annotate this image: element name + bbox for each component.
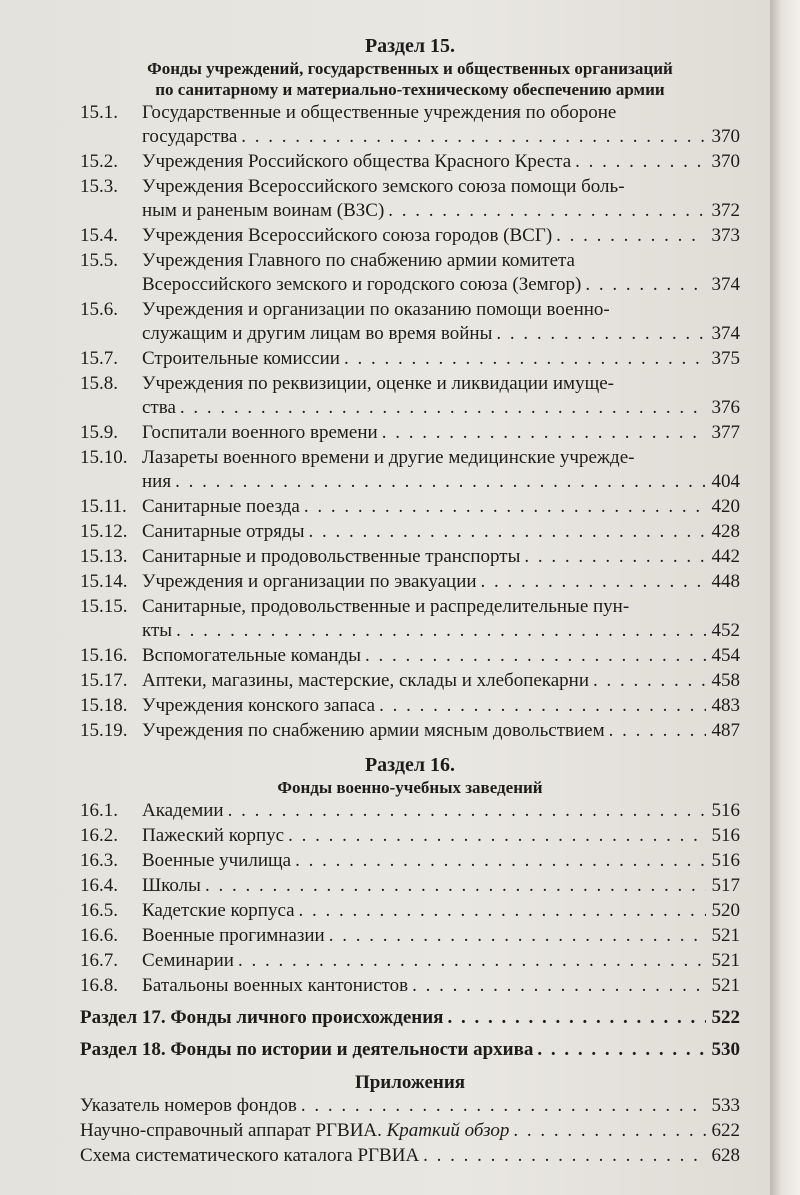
- entry-body: [142, 644, 740, 668]
- toc-entry: [80, 101, 740, 149]
- toc-entry: [80, 446, 740, 494]
- entry-body: [142, 347, 740, 371]
- toc-entry: [80, 249, 740, 297]
- toc-entry: [80, 949, 740, 973]
- leader-dots: [228, 799, 706, 823]
- leader-dots: [388, 199, 706, 223]
- entry-body: [142, 694, 740, 718]
- leader-dots: [481, 570, 706, 594]
- toc-entry: [80, 924, 740, 948]
- leader-dots: [299, 899, 706, 923]
- entry-number: 16.7.: [80, 950, 118, 971]
- leader-dots: [205, 874, 706, 898]
- entry-body: [142, 101, 740, 149]
- toc-entry: [80, 495, 740, 519]
- section-17-entry: [80, 1006, 740, 1030]
- appendix-entry: [80, 1119, 740, 1143]
- page-number: 516: [711, 825, 740, 846]
- page-number: 521: [711, 925, 740, 946]
- leader-dots: [412, 974, 706, 998]
- entry-title-line: Учреждения и организации по оказанию помощи военно-: [142, 299, 610, 320]
- section-16-subtitle: Фонды военно-учебных заведений: [277, 778, 543, 797]
- entry-number: 16.6.: [80, 925, 118, 946]
- entry-title-line: Учреждения Всероссийского земского союза помощи боль-: [142, 176, 625, 197]
- table-of-contents: [80, 34, 740, 1168]
- appendix-title: Приложения: [354, 1072, 466, 1093]
- page-number: 483: [711, 695, 740, 716]
- entry-last-line: [142, 644, 740, 668]
- entry-last-line: [142, 694, 740, 718]
- toc-entry: [80, 298, 740, 346]
- entry-title: ния: [142, 471, 172, 492]
- entry-body: [142, 372, 740, 420]
- entry-title: государства: [142, 126, 238, 147]
- toc-entry: [80, 669, 740, 693]
- page-number: 420: [711, 496, 740, 517]
- entry-last-line: [142, 150, 740, 174]
- leader-dots: [379, 694, 706, 718]
- entry-number: 15.18.: [80, 695, 128, 716]
- entry-title: Строительные комиссии: [142, 348, 340, 369]
- entry-title: Военные училища: [142, 850, 292, 871]
- section-15-list: [80, 101, 740, 743]
- entry-last-line: [80, 1144, 740, 1168]
- entry-body: [142, 520, 740, 544]
- leader-dots: [382, 421, 706, 445]
- toc-entry: [80, 595, 740, 643]
- page-number: 487: [711, 720, 740, 741]
- entry-text: Схема систематического каталога РГВИА: [80, 1145, 420, 1166]
- entry-number: 16.4.: [80, 875, 118, 896]
- entry-number: 15.13.: [80, 546, 128, 567]
- leader-dots: [180, 396, 706, 420]
- entry-number: 15.11.: [80, 496, 127, 517]
- page-number: 372: [711, 200, 740, 221]
- entry-title: Кадетские корпуса: [142, 900, 295, 921]
- entry-number: 15.14.: [80, 571, 128, 592]
- entry-last-line: [142, 899, 740, 923]
- toc-entry: [80, 849, 740, 873]
- entry-last-line: [142, 924, 740, 948]
- leader-dots: [423, 1144, 706, 1168]
- entry-body: [142, 495, 740, 519]
- entry-title-line: Санитарные, продовольственные и распределительные пун-: [142, 596, 630, 617]
- entry-number: 15.7.: [80, 348, 118, 369]
- page-number: 522: [711, 1007, 740, 1028]
- entry-number: 15.6.: [80, 299, 118, 320]
- entry-number: 15.15.: [80, 596, 128, 617]
- entry-body: [142, 570, 740, 594]
- entry-body: [142, 150, 740, 174]
- entry-last-line: [142, 421, 740, 445]
- entry-last-line: [142, 719, 740, 743]
- toc-entry: [80, 421, 740, 445]
- page-number: 448: [711, 571, 740, 592]
- entry-title-line: Учреждения по реквизиции, оценке и ликвидации имуще-: [142, 373, 614, 394]
- entry-last-line: [142, 619, 740, 643]
- entry-title: [80, 1094, 297, 1118]
- page-number: 520: [711, 900, 740, 921]
- entry-title: ным и раненым воинам (ВЗС): [142, 200, 385, 221]
- page-number: 373: [711, 225, 740, 246]
- entry-body: [142, 421, 740, 445]
- entry-last-line: [142, 520, 740, 544]
- leader-dots: [329, 924, 706, 948]
- leader-dots: [585, 273, 706, 297]
- entry-body: [142, 224, 740, 248]
- entry-last-line: [80, 1119, 740, 1143]
- entry-last-line: [142, 545, 740, 569]
- entry-title: Всероссийского земского и городского союза (Земгор): [142, 274, 582, 295]
- entry-last-line: [142, 669, 740, 693]
- page-number: 377: [711, 422, 740, 443]
- entry-title: Учреждения по снабжению армии мясным довольствием: [142, 720, 605, 741]
- entry-number: 16.8.: [80, 975, 118, 996]
- page-number: 521: [711, 950, 740, 971]
- appendix-list: [80, 1094, 740, 1168]
- leader-dots: [447, 1006, 706, 1030]
- entry-title: Санитарные поезда: [142, 496, 300, 517]
- section-17-text: Раздел 17. Фонды личного происхождения: [80, 1007, 444, 1028]
- leader-dots: [556, 224, 706, 248]
- toc-entry: [80, 899, 740, 923]
- page-number: 533: [711, 1095, 740, 1116]
- toc-entry: [80, 520, 740, 544]
- leader-dots: [288, 824, 706, 848]
- entry-last-line: [142, 347, 740, 371]
- toc-entry: [80, 719, 740, 743]
- entry-title: Госпитали военного времени: [142, 422, 378, 443]
- leader-dots: [175, 470, 706, 494]
- page-number: 516: [711, 800, 740, 821]
- entry-number: 15.3.: [80, 176, 118, 197]
- entry-number: 15.16.: [80, 645, 128, 666]
- entry-last-line: [142, 199, 740, 223]
- section-15-subtitle: по санитарному и материально-техническому обеспечению армии: [155, 80, 665, 99]
- leader-dots: [344, 347, 706, 371]
- entry-number: 15.19.: [80, 720, 128, 741]
- entry-title: Учреждения Всероссийского союза городов (ВСГ): [142, 225, 553, 246]
- entry-last-line: [142, 874, 740, 898]
- section-18-text: Раздел 18. Фонды по истории и деятельности архива: [80, 1039, 534, 1060]
- entry-number: 15.2.: [80, 151, 118, 172]
- entry-body: [142, 175, 740, 223]
- leader-dots: [308, 520, 706, 544]
- entry-last-line: [142, 949, 740, 973]
- entry-body: [142, 669, 740, 693]
- page-number: 452: [711, 620, 740, 641]
- page-number: 370: [711, 151, 740, 172]
- entry-title: Семинарии: [142, 950, 234, 971]
- leader-dots: [524, 545, 706, 569]
- next-page-edge: [770, 0, 800, 1195]
- page-number: 370: [711, 126, 740, 147]
- appendix-entry: [80, 1094, 740, 1118]
- entry-last-line: [80, 1094, 740, 1118]
- toc-entry: [80, 694, 740, 718]
- leader-dots: [513, 1119, 706, 1143]
- entry-title: служащим и другим лицам во время войны: [142, 323, 493, 344]
- section-15-title: Раздел 15.: [364, 35, 456, 57]
- leader-dots: [496, 322, 706, 346]
- entry-number: 15.5.: [80, 250, 118, 271]
- leader-dots: [575, 150, 706, 174]
- toc-entry: [80, 644, 740, 668]
- section-16-list: [80, 799, 740, 998]
- entry-body: [142, 249, 740, 297]
- entry-body: [142, 595, 740, 643]
- entry-title: кты: [142, 620, 173, 641]
- page-number: 530: [711, 1039, 740, 1060]
- entry-title: [80, 1144, 419, 1168]
- page-number: 622: [711, 1120, 740, 1141]
- toc-entry: [80, 372, 740, 420]
- page-number: 628: [711, 1145, 740, 1166]
- entry-number: 16.2.: [80, 825, 118, 846]
- entry-last-line: [142, 125, 740, 149]
- entry-last-line: [142, 974, 740, 998]
- entry-last-line: [142, 273, 740, 297]
- page-number: 428: [711, 521, 740, 542]
- toc-entry: [80, 974, 740, 998]
- page-number: 521: [711, 975, 740, 996]
- entry-title: Аптеки, магазины, мастерские, склады и хлебопекарни: [142, 670, 590, 691]
- page-number: 442: [711, 546, 740, 567]
- leader-dots: [609, 719, 706, 743]
- entry-last-line: [142, 799, 740, 823]
- leader-dots: [593, 669, 706, 693]
- entry-last-line: [142, 849, 740, 873]
- entry-title: [80, 1119, 509, 1143]
- page-number: 375: [711, 348, 740, 369]
- toc-entry: [80, 347, 740, 371]
- entry-title: Санитарные отряды: [142, 521, 305, 542]
- entry-last-line: [142, 224, 740, 248]
- page-number: 404: [711, 471, 740, 492]
- toc-entry: [80, 799, 740, 823]
- page-number: 458: [711, 670, 740, 691]
- leader-dots: [238, 949, 706, 973]
- entry-last-line: [142, 824, 740, 848]
- entry-title-line: Учреждения Главного по снабжению армии комитета: [142, 250, 575, 271]
- entry-number: 15.12.: [80, 521, 128, 542]
- page-number: 516: [711, 850, 740, 871]
- entry-number: 15.1.: [80, 102, 118, 123]
- page-number: 376: [711, 397, 740, 418]
- toc-entry: [80, 874, 740, 898]
- entry-body: [142, 298, 740, 346]
- entry-number: 15.10.: [80, 447, 128, 468]
- entry-title: Школы: [142, 875, 201, 896]
- entry-text: Указатель номеров фондов: [80, 1095, 297, 1116]
- entry-title: Военные прогимназии: [142, 925, 325, 946]
- entry-text: Научно-справочный аппарат РГВИА.: [80, 1120, 382, 1141]
- entry-number: 16.5.: [80, 900, 118, 921]
- entry-title: Академии: [142, 800, 224, 821]
- page-number: 454: [711, 645, 740, 666]
- entry-body: [142, 719, 740, 743]
- entry-title: Учреждения конского запаса: [142, 695, 376, 716]
- entry-title-line: Государственные и общественные учреждения по обороне: [142, 102, 617, 123]
- leader-dots: [241, 125, 706, 149]
- entry-number: 15.17.: [80, 670, 128, 691]
- entry-title: ства: [142, 397, 176, 418]
- page-number: 374: [711, 323, 740, 344]
- entry-number: 15.4.: [80, 225, 118, 246]
- toc-entry: [80, 175, 740, 223]
- entry-last-line: [142, 570, 740, 594]
- leader-dots: [295, 849, 706, 873]
- entry-number: 15.9.: [80, 422, 118, 443]
- leader-dots: [537, 1038, 706, 1062]
- leader-dots: [304, 495, 706, 519]
- page-number: 517: [711, 875, 740, 896]
- entry-title: Учреждения и организации по эвакуации: [142, 571, 477, 592]
- section-16-title: Раздел 16.: [364, 754, 456, 776]
- section-18-entry: [80, 1038, 740, 1062]
- toc-entry: [80, 150, 740, 174]
- entry-title: Вспомогательные команды: [142, 645, 362, 666]
- appendix-entry: [80, 1144, 740, 1168]
- entry-title-line: Лазареты военного времени и другие медицинские учрежде-: [142, 447, 635, 468]
- toc-entry: [80, 570, 740, 594]
- entry-title: Батальоны военных кантонистов: [142, 975, 409, 996]
- section-15-subtitle: Фонды учреждений, государственных и общественных организаций: [147, 59, 673, 78]
- entry-body: [142, 545, 740, 569]
- entry-last-line: [142, 396, 740, 420]
- entry-last-line: [142, 470, 740, 494]
- entry-body: [142, 446, 740, 494]
- entry-number: 16.3.: [80, 850, 118, 871]
- entry-number: 15.8.: [80, 373, 118, 394]
- entry-number: 16.1.: [80, 800, 118, 821]
- entry-title: Пажеский корпус: [142, 825, 285, 846]
- entry-title: Учреждения Российского общества Красного Креста: [142, 151, 572, 172]
- leader-dots: [365, 644, 706, 668]
- toc-entry: [80, 545, 740, 569]
- entry-title: Санитарные и продовольственные транспорты: [142, 546, 521, 567]
- toc-entry: [80, 824, 740, 848]
- leader-dots: [301, 1094, 706, 1118]
- toc-entry: [80, 224, 740, 248]
- entry-last-line: [142, 322, 740, 346]
- leader-dots: [176, 619, 706, 643]
- page-number: 374: [711, 274, 740, 295]
- entry-italic-text: Краткий обзор: [386, 1120, 510, 1141]
- entry-last-line: [142, 495, 740, 519]
